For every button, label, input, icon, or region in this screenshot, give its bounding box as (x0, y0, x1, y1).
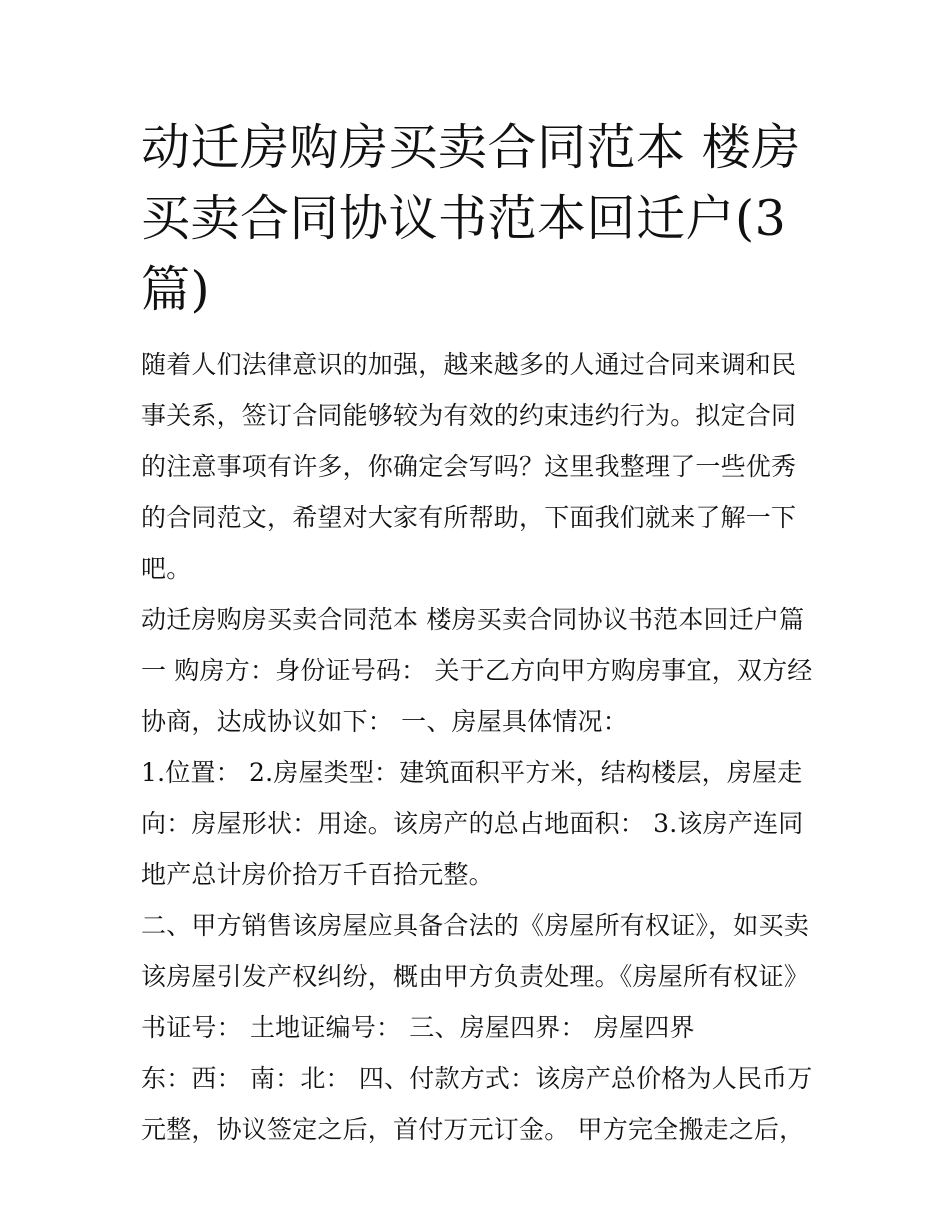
paragraph-house-details: 1.位置： 2.房屋类型：建筑面积平方米，结构楼层，房屋走向：房屋形状：用途。该房产的总占地面积： 3.该房产连同地产总计房价拾万千百拾元整。 (141, 758, 804, 889)
document-page (141, 112, 813, 1155)
document-body (141, 339, 813, 1155)
document-title: 动迁房购房买卖合同范本 楼房买卖合同协议书范本回迁户(3篇) (141, 119, 801, 318)
paragraph-ownership: 二、甲方销售该房屋应具备合法的《房屋所有权证》，如买卖该房屋引发产权纠纷，概由甲方负责处理。《房屋所有权证》书证号： 土地证编号： 三、房屋四界： 房屋四界 (141, 911, 809, 1042)
paragraph-contract-heading: 动迁房购房买卖合同范本 楼房买卖合同协议书范本回迁户篇一 购房方：身份证号码： 关于乙方向甲方购房事宜，双方经协商，达成协议如下： 一、房屋具体情况： (141, 605, 813, 736)
paragraph-intro: 随着人们法律意识的加强，越来越多的人通过合同来调和民事关系，签订合同能够较为有效的约束违约行为。拟定合同的注意事项有许多，你确定会写吗？这里我整理了一些优秀的合同范文，希望对大家有所帮助，下面我们就来了解一下吧。 (141, 350, 797, 583)
paragraph-payment: 东：西： 南：北： 四、付款方式：该房产总价格为人民币万元整，协议签定之后，首付万元订金。 甲方完全搬走之后， (141, 1064, 813, 1144)
